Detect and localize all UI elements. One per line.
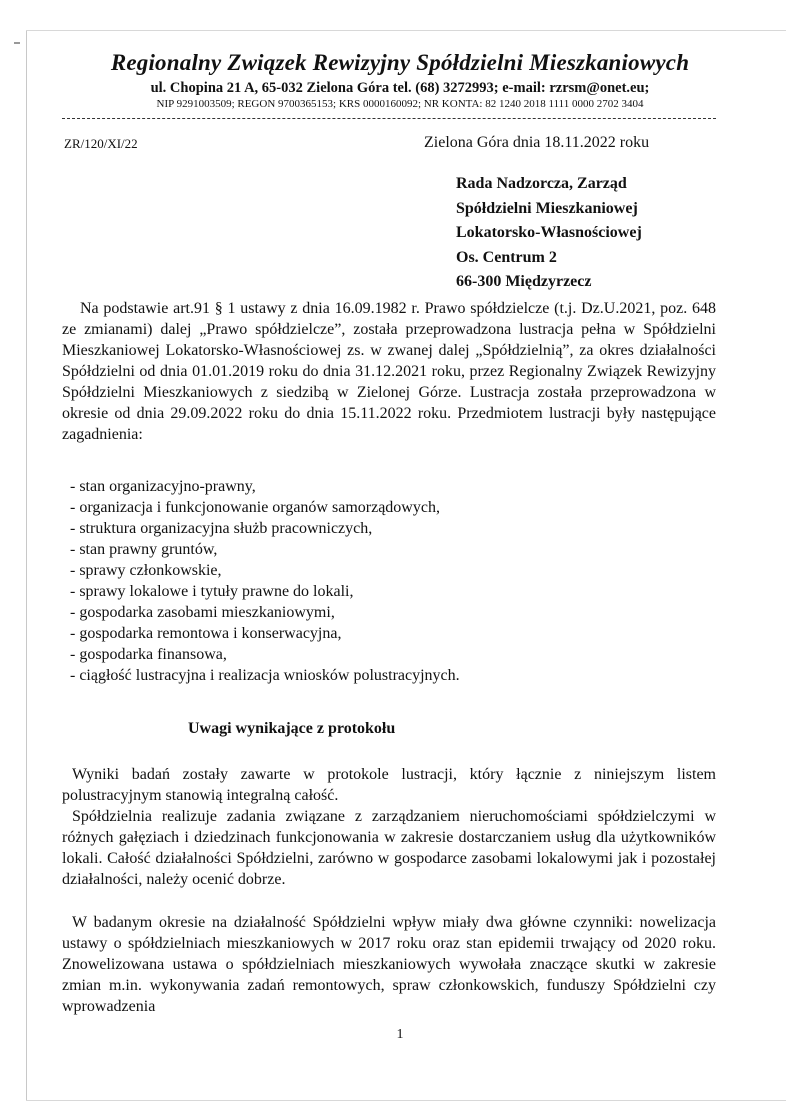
addressee-line: Rada Nadzorcza, Zarząd xyxy=(456,175,627,192)
list-item: - struktura organizacyjna służb pracowniczych, xyxy=(70,520,373,537)
addressee-block xyxy=(456,172,642,295)
addressee-line: Lokatorsko-Własnościowej xyxy=(456,224,642,241)
list-item: - stan prawny gruntów, xyxy=(70,541,218,558)
addressee-line: Os. Centrum 2 xyxy=(456,248,557,266)
letterhead-divider xyxy=(62,118,716,119)
list-item: - organizacja i funkcjonowanie organów samorządowych, xyxy=(70,499,440,516)
reference-number: ZR/120/XI/22 xyxy=(64,136,138,151)
page-number: 1 xyxy=(396,1027,404,1042)
list-item: - sprawy członkowskie, xyxy=(70,562,222,579)
letterhead-org-name: Regionalny Związek Rewizyjny Spółdzielni Mieszkaniowych xyxy=(110,50,690,75)
scan-page-edge-bottom xyxy=(26,1100,786,1101)
list-item: - ciągłość lustracyjna i realizacja wniosków polustracyjnych. xyxy=(70,667,460,684)
section-heading: Uwagi wynikające z protokołu xyxy=(188,720,396,737)
paragraph-results: Wyniki badań zostały zawarte w protokole lustracji, który łącznie z niniejszym listem polustracyjnym stanowią integralną całość. xyxy=(62,766,716,804)
scan-page-edge-left xyxy=(26,30,27,1100)
list-item: - gospodarka finansowa, xyxy=(70,646,227,663)
paragraph-assessment: Spółdzielnia realizuje zadania związane z zarządzaniem nieruchomościami spółdzielczymi w różnych gałęziach i dziedzinach funkcjonowania w zakresie dostarczaniem usług dla użytkowników lokali. Całość działalności Spółdzielni, zarówno w gospodarce zasobami lokalowymi jak i pozostałej działalności, należy ocenić dobrze. xyxy=(62,808,716,888)
list-item: - gospodarka zasobami mieszkaniowymi, xyxy=(70,604,335,621)
addressee-line: Spółdzielni Mieszkaniowej xyxy=(456,199,638,217)
paragraph-factors: W badanym okresie na działalność Spółdzielni wpływ miały dwa główne czynniki: nowelizacja ustawy o spółdzielniach mieszkaniowych w 2017 roku oraz stan epidemii trwający od 2020 roku. Znowelizowana ustawa o spółdzielniach mieszkaniowych wywołała znaczące skutki w zakresie zmian m.in. wykonywania zadań remontowych, spraw członkowskich, funduszy Spółdzielni czy wprowadzenia xyxy=(62,914,716,1015)
addressee-line: 66-300 Międzyrzecz xyxy=(456,273,592,290)
scan-page-edge-top xyxy=(26,30,786,31)
scan-mark xyxy=(14,42,20,44)
list-item: - stan organizacyjno-prawny, xyxy=(70,478,256,495)
list-item: - sprawy lokalowe i tytuły prawne do lokali, xyxy=(70,583,354,600)
intro-paragraph: Na podstawie art.91 § 1 ustawy z dnia 16.09.1982 r. Prawo spółdzielcze (t.j. Dz.U.2021, poz. 648 ze zmianami) dalej „Prawo spółdzielcze”, została przeprowadzona lustracja pełna w Spółdzielni Mieszkaniowej Lokatorsko-Własnościowej zs. w zwanej dalej „Spółdzielnią”, za okres działalności Spółdzielni od dnia 01.01.2019 roku do dnia 31.12.2021 roku, przez Regionalny Związek Rewizyjny Spółdzielni Mieszkaniowych z siedzibą w Zielonej Górze. Lustracja została przeprowadzona w okresie od dnia 29.09.2022 roku do dnia 15.11.2022 roku. Przedmiotem lustracji były następujące zagadnienia: xyxy=(62,300,716,443)
list-item: - gospodarka remontowa i konserwacyjna, xyxy=(70,625,342,642)
letterhead-address: ul. Chopina 21 A, 65-032 Zielona Góra tel. (68) 3272993; e-mail: rzrsm@onet.eu; xyxy=(150,80,650,96)
letterhead-identifiers: NIP 9291003509; REGON 9700365153; KRS 0000160092; NR KONTA: 82 1240 2018 1111 0000 2702 3404 xyxy=(156,98,644,110)
audit-topics-list xyxy=(70,476,460,686)
place-and-date: Zielona Góra dnia 18.11.2022 roku xyxy=(424,134,650,151)
